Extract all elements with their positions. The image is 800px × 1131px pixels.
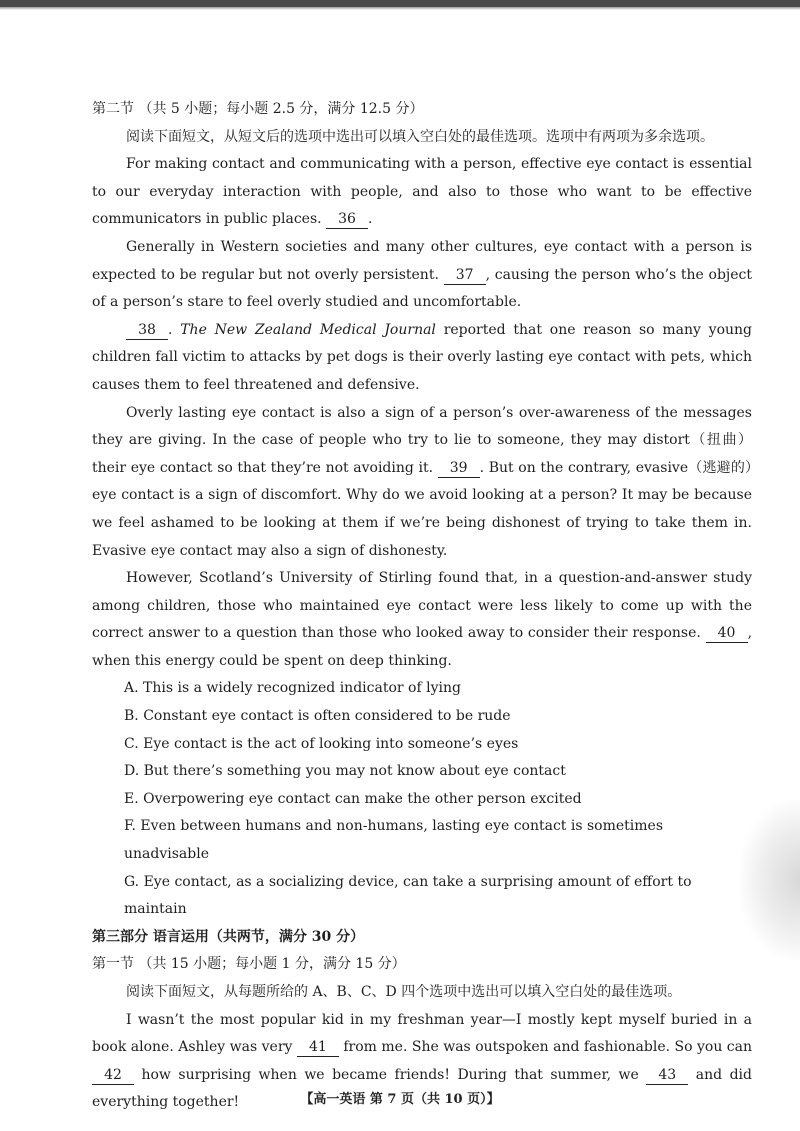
paragraph-text: and did everything together!: [92, 1066, 752, 1111]
blank-37: 37: [444, 266, 486, 285]
option-b: B. Constant eye contact is often considered to be rude: [124, 708, 511, 725]
section2-instruction: 阅读下面短文，从短文后的选项中选出可以填入空白处的最佳选项。选项中有两项为多余选项。: [126, 128, 714, 145]
passage-paragraph-3: 38 . The New Zealand Medical Journal reported that one reason so many young children fall victim to attacks by pet dogs is their overly lasting eye contact with pets, which causes them to feel threatened and defensive.: [92, 321, 752, 393]
option-e: E. Overpowering eye contact can make the other person excited: [124, 790, 582, 807]
paragraph-text: , when this energy could be spent on deep thinking.: [92, 625, 753, 669]
part3-instruction: 阅读下面短文，从每题所给的 A、B、C、D 四个选项中选出可以填入空白处的最佳选项。: [126, 984, 682, 1000]
scan-top-shadow: [0, 7, 800, 10]
blank-39: 39: [438, 459, 480, 478]
paragraph-text: how surprising when we became friends! During that summer, we: [141, 1066, 639, 1083]
option-f: F. Even between humans and non-humans, lasting eye contact is sometimes unadvisable: [124, 818, 664, 863]
blank-43: 43: [646, 1066, 688, 1085]
option-g: G. Eye contact, as a socializing device, can take a surprising amount of effort to maintain: [124, 873, 692, 918]
paragraph-text: reported that one reason so many young children fall victim to attacks by pet dogs is their overly lasting eye contact with pets, which causes them to feel threatened and defensive.: [92, 321, 752, 393]
blank-42: 42: [92, 1066, 134, 1085]
blank-36: 36: [326, 210, 368, 229]
paragraph-text: However, Scotland’s University of Stirling found that, in a question-and-answer study among children, those who maintained eye contact were less likely to come up with the correct answer to a question than those who looked away to consider their response.: [92, 570, 752, 642]
passage-paragraph-5: [92, 565, 752, 675]
blank-40: 40: [706, 624, 748, 643]
scan-top-border: [0, 0, 800, 7]
passage-paragraph-1: For making contact and communicating with a person, effective eye contact is essential to our everyday interaction with people, and also to those who want to be effective communicators in public places. 36 .: [92, 156, 752, 228]
part3-section1-heading: 第一节 （共 15 小题；每小题 1 分，满分 15 分）: [92, 956, 406, 973]
blank-41: 41: [297, 1038, 339, 1057]
option-d: D. But there’s something you may not know about eye contact: [124, 763, 566, 780]
page-footer: 【高一英语 第 7 页（共 10 页）】: [300, 1092, 500, 1107]
option-c: C. Eye contact is the act of looking into someone’s eyes: [124, 735, 519, 752]
paragraph-text: For making contact and communicating with a person, effective eye contact is essential to our everyday interaction with people, and also to those who want to be effective communicators in public places.: [92, 156, 752, 228]
journal-title: The New Zealand Medical Journal: [180, 321, 436, 338]
exam-page-content: [92, 96, 752, 1117]
part3-heading: 第三部分 语言运用（共两节，满分 30 分）: [92, 928, 365, 945]
option-a: A. This is a widely recognized indicator of lying: [124, 680, 461, 697]
paragraph-text: Overly lasting eye contact is also a sign of a person’s over-awareness of the messages they are giving. In the case of people who try to lie to someone, they may distort（扭曲）their eye contact so that they’re not avoiding it.: [92, 404, 752, 476]
paragraph-text: . But on the contrary, evasive（逃避的）eye contact is a sign of discomfort. Why do we avoid looking at a person? It may be because we feel ashamed to be looking at them if we’re being dishonest of trying to take them in. Evasive eye contact may also a sign of dishonesty.: [92, 459, 753, 559]
passage-paragraph-2: [92, 234, 752, 317]
paragraph-text: from me. She was outspoken and fashionable. So you can: [343, 1039, 753, 1056]
section2-heading: 第二节 （共 5 小题；每小题 2.5 分，满分 12.5 分）: [92, 101, 424, 117]
passage-paragraph-4: [92, 400, 752, 566]
paragraph-text: Generally in Western societies and many other cultures, eye contact with a person is expected to be regular but not overly persistent.: [92, 238, 752, 283]
blank-38: 38: [126, 321, 168, 340]
paragraph-text: , causing the person who’s the object of a person’s stare to feel overly studied and uncomfortable.: [92, 266, 753, 311]
paragraph-text: I wasn’t the most popular kid in my freshman year—I mostly kept myself buried in a book alone. Ashley was very: [92, 1011, 752, 1056]
